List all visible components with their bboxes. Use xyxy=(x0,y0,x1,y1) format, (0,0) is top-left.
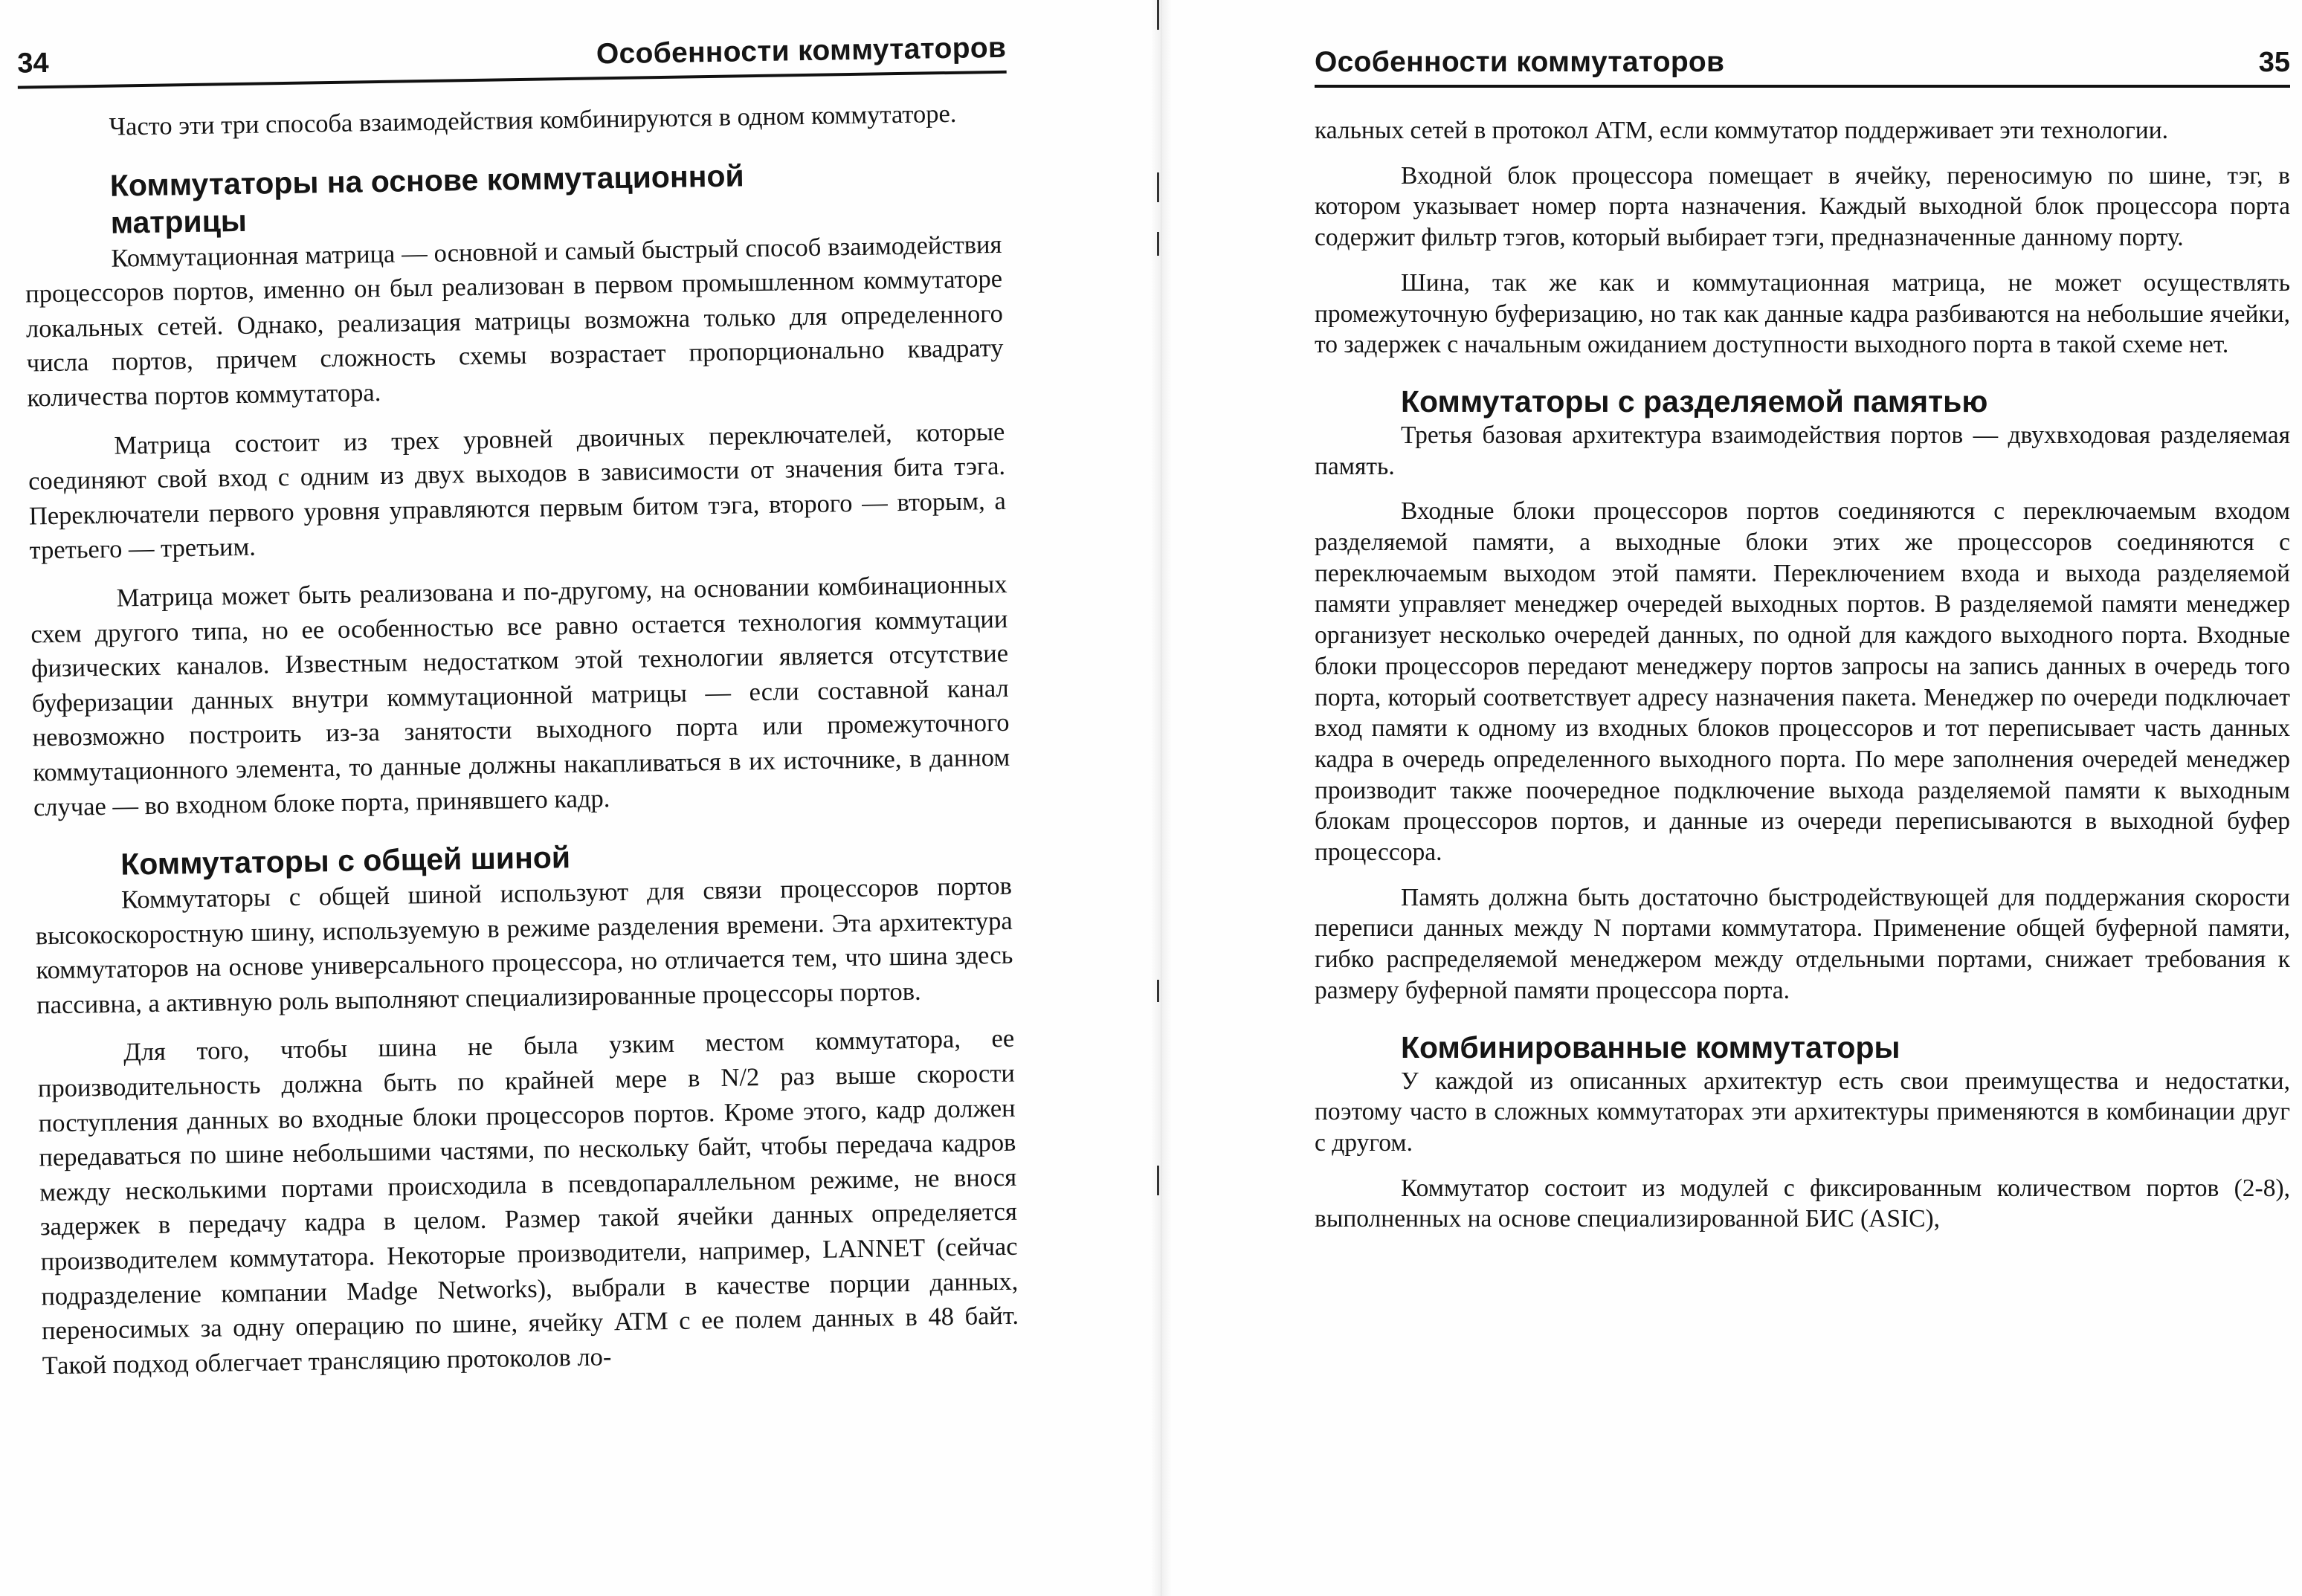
matrix-paragraph-1: Коммутационная матрица — основной и самый быстрый способ взаимодействия процессоров портов, именно он был реализован в первом промышленном коммутаторе локальных сетей. Однако, реализация матрицы возможна только для определенного числа портов, причем сложность схемы возрастает пропорционально квадрату количества портов коммутатора. xyxy=(25,230,1004,413)
right-page xyxy=(1184,0,2302,1596)
right-running-title: Особенности коммутаторов xyxy=(1315,46,1725,78)
right-page-number: 35 xyxy=(2258,47,2290,78)
left-running-head xyxy=(17,17,1007,89)
bus-paragraph-1: Коммутаторы с общей шиной используют для связи процессоров портов высокоскоростную шину, используемую в режиме разделения времени. Эта архитектура коммутаторов на основе универсального процессора, но отличается тем, что шина здесь пассивна, а активную роль выполняют специализированные процессоры портов. xyxy=(35,871,1013,1020)
left-body-text xyxy=(22,96,1019,1383)
gutter-mark xyxy=(1157,232,1159,256)
shared-memory-section-heading: Коммутаторы с разделяемой памятью xyxy=(1401,384,1988,419)
matrix-section-heading: Коммутаторы на основе коммутационной матрицы xyxy=(109,158,745,240)
combined-paragraph-2: Коммутатор состоит из модулей с фиксированным количеством портов (2-8), выполненных на основе специализированной БИС (ASIC), xyxy=(1315,1174,2290,1233)
left-running-title: Особенности коммутаторов xyxy=(596,31,1007,71)
bus-paragraph-4: Шина, так же как и коммутационная матрица, не может осуществлять промежуточную буферизацию, но так как данные кадра разбиваются на небольшие ячейки, то задержек с начальным ожиданием доступности выходного порта в такой схеме нет. xyxy=(1315,268,2290,359)
intro-paragraph: Часто эти три способа взаимодействия комбинируются в одном коммутаторе. xyxy=(109,99,957,141)
shared-memory-paragraph-2: Входные блоки процессоров портов соединяются с переключаемым входом разделяемой памяти, а выходные блоки этих же процессоров соединяются с переключаемым выходом этой памяти. Переключением входа и выхода разделяемой памяти управляет менеджер очередей выходных портов. В разделяемой памяти менеджер организует несколько очередей данных, по одной для каждого выходного порта. Входные блоки процессоров передают менеджеру портов запросы на запись данных в очередь того порта, который соответствует адресу назначения пакета. Менеджер по очереди подключает вход памяти к одному из входных блоков процессоров и тот переписывает часть данных кадра в очередь определенного выходного порта. По мере заполнения очередей менеджер производит также поочередное подключение выхода разделяемой памяти к выходным блокам процессоров портов, и данные из очереди переписываются в выходной буфер процессора. xyxy=(1315,497,2290,867)
right-running-head xyxy=(1315,31,2290,88)
bus-section-heading: Коммутаторы с общей шиной xyxy=(120,840,571,882)
left-page-number: 34 xyxy=(17,47,49,80)
bus-paragraph-2: Для того, чтобы шина не была узким местом коммутатора, ее производительность должна быть по крайней мере в N/2 раз выше скорости поступления данных во входные блоки процессоров портов. Кроме этого, кадр должен передаваться по шине небольшими частями, по нескольку байт, чтобы передача кадров между несколькими портами происходила в псевдопараллельном режиме, не внося задержек в передачу кадра в целом. Размер такой ячейки данных определяется производителем коммутатора. Некоторые производители, например, LANNET (сейчас подразделение компании Madge Networks), выбрали в качестве порции данных, переносимых за одну операцию по шине, ячейку ATM с ее полем данных в 48 байт. Такой подход облегчает трансляцию протоколов ло- xyxy=(37,1024,1019,1380)
matrix-paragraph-2: Матрица состоит из трех уровней двоичных переключателей, которые соединяют свой вход с одним из двух выходов в зависимости от значения бита тэга. Переключатели первого уровня управляются первым битом тэга, второго — вторым, а третьего — третьим. xyxy=(28,417,1007,565)
right-body-text xyxy=(1315,115,2290,1235)
combined-section-heading: Комбинированные коммутаторы xyxy=(1401,1030,1900,1064)
gutter-mark xyxy=(1157,172,1159,202)
combined-paragraph-1: У каждой из описанных архитектур есть свои преимущества и недостатки, поэтому часто в сложных коммутаторах эти архитектуры применяются в комбинации друг с другом. xyxy=(1315,1067,2290,1157)
shared-memory-paragraph-3: Память должна быть достаточно быстродействующей для поддержания скорости переписи данных между N портами коммутатора. Применение общей буферной памяти, гибко распределяемой менеджером между отдельными портами, снижает требования к размеру буферной памяти процессора порта. xyxy=(1315,883,2290,1004)
bus-paragraph-3: Входной блок процессора помещает в ячейку, переносимую по шине, тэг, в котором указывает номер порта назначения. Каждый выходной блок процессора порта содержит фильтр тэгов, который выбирает тэги, предназначенные данному порту. xyxy=(1315,161,2290,252)
matrix-paragraph-3: Матрица может быть реализована и по-другому, на основании комбинационных схем другого типа, но ее особенностью все равно остается технология коммутации физических каналов. Известным недостатком этой технологии является отсутствие буферизации данных внутри коммутационной матрицы — если составной канал невозможно построить из-за занятости выходного порта или промежуточного коммутационного элемента, то данные должны накапливаться в их источнике, в данном случае — во входном блоке порта, принявшего кадр. xyxy=(30,569,1010,821)
gutter-mark xyxy=(1157,0,1159,30)
shared-memory-paragraph-1: Третья базовая архитектура взаимодействия портов — двухвходовая разделяемая память. xyxy=(1315,421,2290,480)
continuation-paragraph: кальных сетей в протокол ATM, если коммутатор поддерживает эти технологии. xyxy=(1315,117,2169,144)
